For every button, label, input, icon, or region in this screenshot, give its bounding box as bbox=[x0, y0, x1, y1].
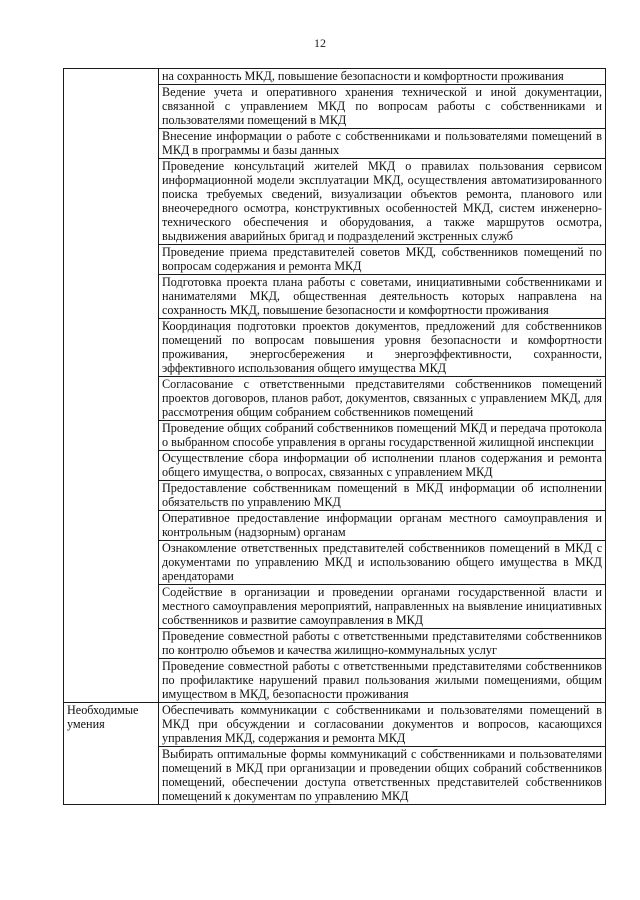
page-number: 12 bbox=[314, 36, 326, 50]
row-text: Выбирать оптимальные формы коммуникаций с собственниками и пользователями помещений в МКД при организации и проведении общих собраний собственников помещений, обеспечении доступа ответственных представителей собственников помещений к документам по управлению МКД bbox=[159, 747, 606, 805]
row-text: Проведение совместной работы с ответственными представителями собственников по контролю объемов и качества жилищно-коммунальных услуг bbox=[159, 629, 606, 659]
table-body bbox=[64, 69, 606, 805]
row-text: Внесение информации о работе с собственниками и пользователями помещений в МКД в программы и базы данных bbox=[159, 129, 606, 159]
qualification-table bbox=[63, 68, 606, 805]
row-text: Подготовка проекта плана работы с советами, инициативными собственниками и нанимателями МКД, общественная деятельность которых направлена на сохранность МКД, повышение безопасности и комфортности проживания bbox=[159, 275, 606, 319]
row-text: Проведение консультаций жителей МКД о правилах пользования сервисом информационной модели эксплуатации МКД, осуществления автоматизированного поиска требуемых сведений, визуализации объектов ремонта, планового или внеочередного осмотра, конструктивных особенностей МКД, систем инженерно-технического обеспечения и оборудования, а также маршрутов осмотра, выдвижения аварийных бригад и подразделений экстренных служб bbox=[159, 159, 606, 245]
row-text: Проведение приема представителей советов МКД, собственников помещений по вопросам содержания и ремонта МКД bbox=[159, 245, 606, 275]
row-text: Содействие в организации и проведении органами государственной власти и местного самоуправления мероприятий, направленных на выявление инициативных собственников и развитие самоуправления в МКД bbox=[159, 585, 606, 629]
row-label: Необходимые умения bbox=[64, 703, 159, 805]
row-text: Осуществление сбора информации об исполнении планов содержания и ремонта общего имущества, о вопросах, связанных с управлением МКД bbox=[159, 451, 606, 481]
row-text: Обеспечивать коммуникации с собственниками и пользователями помещений в МКД при обсуждении и согласовании документов и вопросов, касающихся управления МКД, содержания и ремонта МКД bbox=[159, 703, 606, 747]
row-text: Ведение учета и оперативного хранения технической и иной документации, связанной с управлением МКД по вопросам работы с собственниками и пользователями помещений в МКД bbox=[159, 85, 606, 129]
row-text: Координация подготовки проектов документов, предложений для собственников помещений по вопросам повышения уровня безопасности и комфортности проживания, энергосбережения и энергоэффективности, сохранности, эффективного использования общего имущества МКД bbox=[159, 319, 606, 377]
table-row bbox=[64, 69, 606, 85]
row-text: Согласование с ответственными представителями собственников помещений проектов договоров, планов работ, документов, связанных с управлением МКД, для рассмотрения общим собранием собственников помещений bbox=[159, 377, 606, 421]
row-text: Предоставление собственникам помещений в МКД информации об исполнении обязательств по управлению МКД bbox=[159, 481, 606, 511]
row-text: Оперативное предоставление информации органам местного самоуправления и контрольным (надзорным) органам bbox=[159, 511, 606, 541]
row-label bbox=[64, 69, 159, 703]
table-row bbox=[64, 703, 606, 747]
row-text: на сохранность МКД, повышение безопасности и комфортности проживания bbox=[159, 69, 606, 85]
row-text: Проведение общих собраний собственников помещений МКД и передача протокола о выбранном способе управления в органы государственной жилищной инспекции bbox=[159, 421, 606, 451]
row-text: Проведение совместной работы с ответственными представителями собственников по профилактике нарушений правил пользования жилыми помещениями, общим имуществом в МКД, безопасности проживания bbox=[159, 659, 606, 703]
row-text: Ознакомление ответственных представителей собственников помещений в МКД с документами по управлению МКД и использованию общего имущества в МКД арендаторами bbox=[159, 541, 606, 585]
